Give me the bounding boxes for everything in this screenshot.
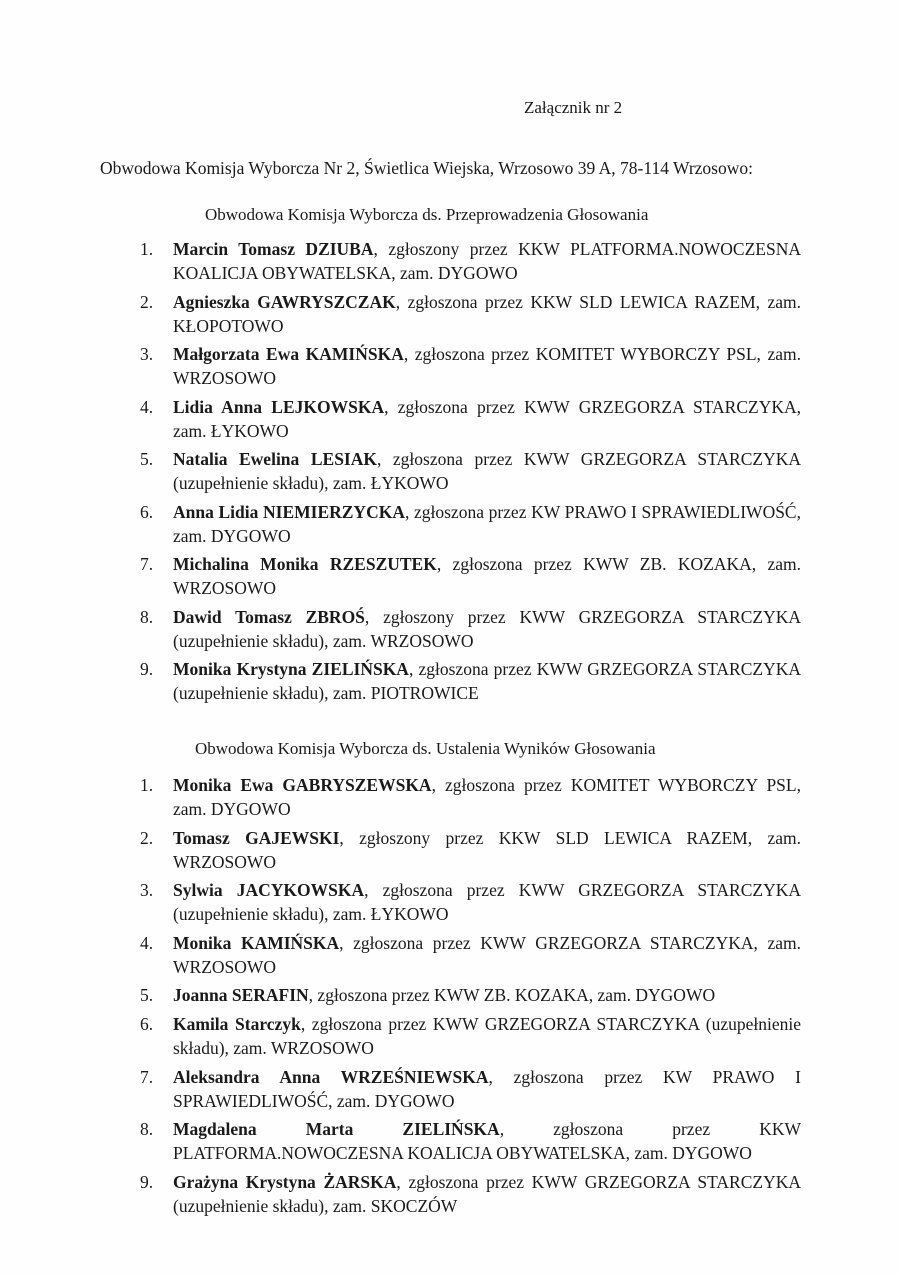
- member-details: , zgłoszona przez KWW ZB. KOZAKA, zam. WRZOSOWO: [173, 554, 801, 598]
- member-details: , zgłoszona przez KKW SLD LEWICA RAZEM, zam. KŁOPOTOWO: [173, 291, 801, 336]
- member-details: , zgłoszona przez KOMITET WYBORCZY PSL, zam. WRZOSOWO: [173, 344, 801, 388]
- member-name: Dawid Tomasz ZBROŚ: [173, 606, 365, 627]
- item-number: 3.: [140, 344, 154, 364]
- item-text: [173, 1065, 801, 1113]
- list-item: [0, 290, 900, 343]
- member-name: Agnieszka GAWRYSZCZAK: [173, 291, 396, 312]
- item-number: 8.: [140, 1119, 154, 1139]
- item-text: [173, 500, 801, 548]
- member-name: Marcin Tomasz DZIUBA: [173, 239, 374, 259]
- member-name: Natalia Ewelina LESIAK: [173, 449, 377, 469]
- list-item: [0, 605, 900, 658]
- item-number: 7.: [140, 554, 154, 574]
- list-item: [0, 237, 900, 290]
- member-details: , zgłoszona przez KWW GRZEGORZA STARCZYKA (uzupełnienie składu), zam. WRZOSOWO: [173, 1014, 801, 1058]
- member-details: , zgłoszona przez KWW ZB. KOZAKA, zam. DYGOWO: [308, 985, 716, 1005]
- item-text: [173, 290, 801, 338]
- member-name: Grażyna Krystyna ŻARSKA: [173, 1171, 397, 1192]
- item-text: [173, 773, 801, 821]
- list-item: [0, 1065, 900, 1118]
- member-name: Magdalena Marta ZIELIŃSKA: [173, 1119, 500, 1139]
- list-item: [0, 1170, 900, 1223]
- list-item: [0, 552, 900, 605]
- item-text: [173, 878, 801, 926]
- list-item: [0, 931, 900, 984]
- list-item: [0, 447, 900, 500]
- list-item: [0, 395, 900, 448]
- item-number: 6.: [140, 501, 154, 522]
- member-name: Monika Krystyna ZIELIŃSKA: [173, 659, 409, 679]
- item-text: [173, 395, 801, 443]
- item-text: [173, 1117, 801, 1165]
- item-text: [173, 1012, 801, 1060]
- member-name: Aleksandra Anna WRZEŚNIEWSKA: [173, 1066, 489, 1087]
- member-details: , zgłoszona przez KW PRAWO I SPRAWIEDLIWOŚĆ, zam. DYGOWO: [173, 1066, 801, 1111]
- item-text: [173, 342, 801, 390]
- member-name: Monika Ewa GABRYSZEWSKA: [173, 775, 432, 795]
- item-text: [173, 1170, 801, 1218]
- item-number: 2.: [140, 827, 154, 848]
- item-text: [173, 552, 801, 600]
- list-item: [0, 342, 900, 395]
- item-number: 4.: [140, 396, 154, 417]
- item-number: 1.: [140, 775, 154, 795]
- member-details: , zgłoszony przez KWW GRZEGORZA STARCZYKA (uzupełnienie składu), zam. WRZOSOWO: [173, 606, 801, 651]
- item-number: 1.: [140, 239, 154, 259]
- item-text: [173, 447, 801, 495]
- annex-label: Załącznik nr 2: [524, 98, 623, 117]
- member-details: , zgłoszona przez KWW GRZEGORZA STARCZYKA (uzupełnienie składu), zam. PIOTROWICE: [173, 659, 801, 703]
- member-name: Małgorzata Ewa KAMIŃSKA: [173, 344, 404, 364]
- member-details: , zgłoszona przez KKW PLATFORMA.NOWOCZESNA KOALICJA OBYWATELSKA, zam. DYGOWO: [173, 1119, 802, 1163]
- list-item: [0, 500, 900, 553]
- member-name: Michalina Monika RZESZUTEK: [173, 554, 437, 574]
- member-details: , zgłoszona przez KWW GRZEGORZA STARCZYKA, zam. ŁYKOWO: [173, 396, 801, 441]
- member-name: Lidia Anna LEJKOWSKA: [173, 396, 385, 417]
- item-number: 4.: [140, 932, 154, 953]
- member-details: , zgłoszona przez KWW GRZEGORZA STARCZYKA (uzupełnienie składu), zam. ŁYKOWO: [173, 880, 801, 924]
- item-number: 2.: [140, 291, 154, 312]
- list-item: [0, 773, 900, 826]
- member-list: [0, 773, 900, 1222]
- member-name: Monika KAMIŃSKA: [173, 932, 340, 953]
- section-title: Obwodowa Komisja Wyborcza ds. Przeprowadzenia Głosowania: [205, 205, 649, 224]
- item-text: [173, 605, 801, 653]
- member-details: , zgłoszona przez KWW GRZEGORZA STARCZYKA (uzupełnienie składu), zam. ŁYKOWO: [173, 449, 801, 493]
- item-number: 9.: [140, 1171, 154, 1192]
- item-number: 8.: [140, 606, 154, 627]
- member-list: [0, 237, 900, 710]
- member-details: , zgłoszona przez KWW GRZEGORZA STARCZYKA (uzupełnienie składu), zam. SKOCZÓW: [173, 1171, 801, 1216]
- item-text: [173, 931, 801, 979]
- item-number: 7.: [140, 1066, 154, 1087]
- member-name: Sylwia JACYKOWSKA: [173, 880, 365, 900]
- member-details: , zgłoszony przez KKW SLD LEWICA RAZEM, zam. WRZOSOWO: [173, 827, 801, 872]
- item-number: 3.: [140, 880, 154, 900]
- item-text: [173, 983, 801, 1007]
- item-number: 6.: [140, 1014, 154, 1034]
- item-text: [173, 657, 801, 705]
- member-details: , zgłoszony przez KKW PLATFORMA.NOWOCZESNA KOALICJA OBYWATELSKA, zam. DYGOWO: [173, 239, 801, 283]
- member-details: , zgłoszona przez KWW GRZEGORZA STARCZYKA, zam. WRZOSOWO: [173, 932, 801, 977]
- member-name: Joanna SERAFIN: [173, 985, 309, 1005]
- member-name: Kamila Starczyk: [173, 1014, 301, 1034]
- item-number: 5.: [140, 449, 154, 469]
- list-item: [0, 657, 900, 710]
- item-text: [173, 826, 801, 874]
- list-item: [0, 983, 900, 1012]
- list-item: [0, 826, 900, 879]
- item-number: 5.: [140, 985, 154, 1005]
- section-title: Obwodowa Komisja Wyborcza ds. Ustalenia Wyników Głosowania: [195, 739, 656, 758]
- member-name: Tomasz GAJEWSKI: [173, 827, 340, 848]
- member-details: , zgłoszona przez KW PRAWO I SPRAWIEDLIWOŚĆ, zam. DYGOWO: [173, 501, 801, 546]
- commission-header: Obwodowa Komisja Wyborcza Nr 2, Świetlica Wiejska, Wrzosowo 39 A, 78-114 Wrzosowo:: [100, 158, 753, 178]
- item-number: 9.: [140, 659, 154, 679]
- member-details: , zgłoszona przez KOMITET WYBORCZY PSL, zam. DYGOWO: [173, 775, 801, 819]
- list-item: [0, 1117, 900, 1170]
- member-name: Anna Lidia NIEMIERZYCKA: [173, 501, 405, 522]
- item-text: [173, 237, 801, 285]
- list-item: [0, 1012, 900, 1065]
- list-item: [0, 878, 900, 931]
